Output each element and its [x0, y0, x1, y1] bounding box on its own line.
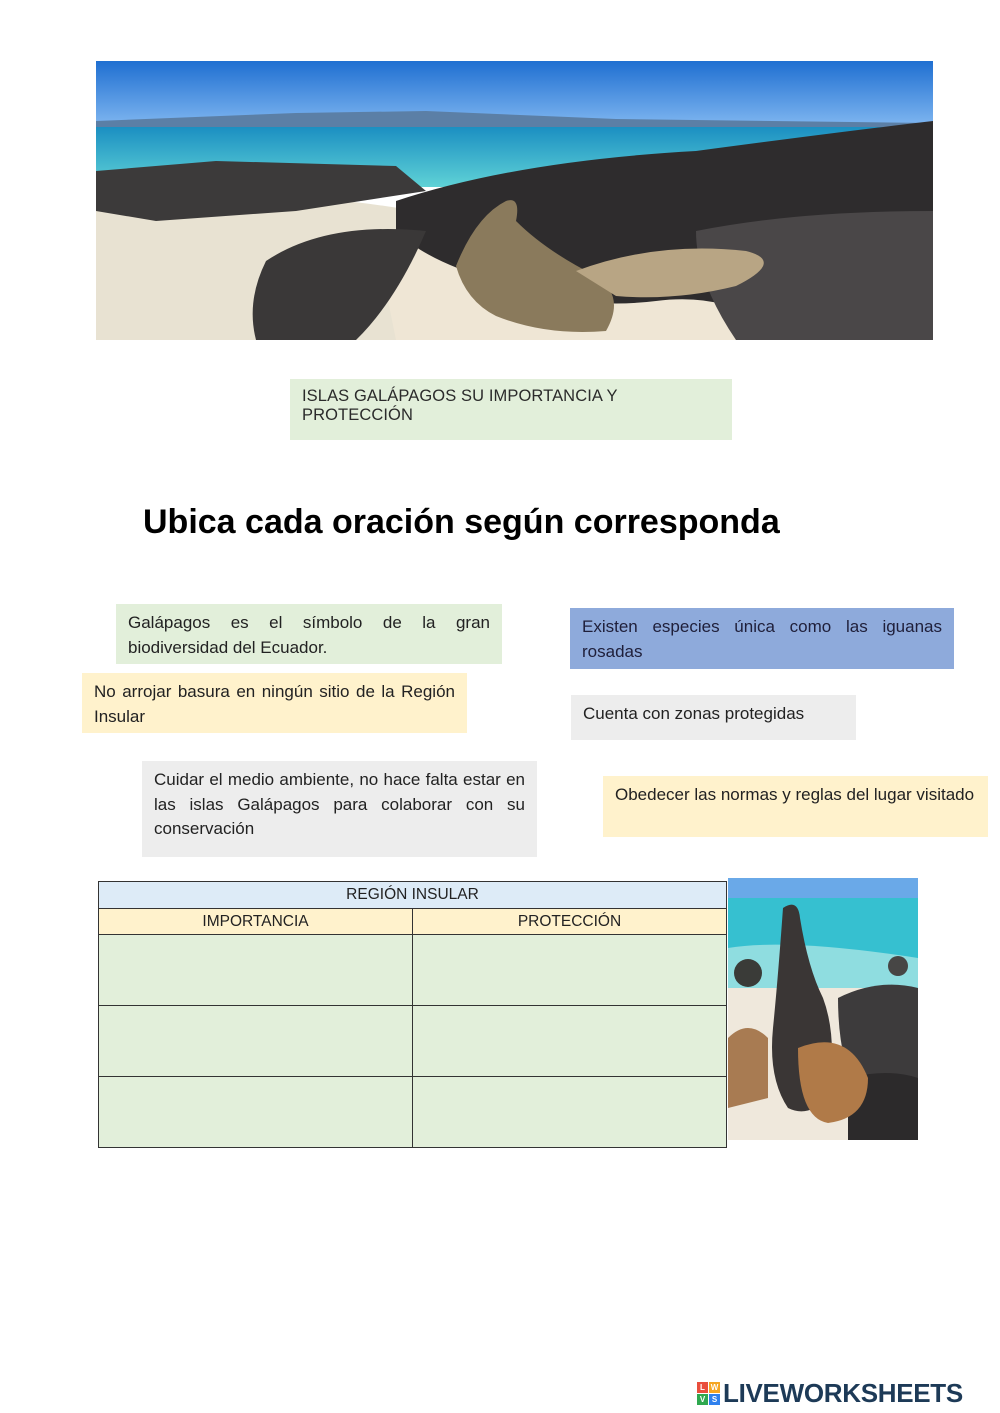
- logo-letter: L: [697, 1382, 708, 1393]
- sentence-card[interactable]: Obedecer las normas y reglas del lugar visitado: [603, 776, 988, 837]
- logo-letter: W: [710, 1382, 719, 1392]
- drop-zone-proteccion[interactable]: [413, 1077, 727, 1148]
- sentence-card[interactable]: Galápagos es el símbolo de la gran biodiversidad del Ecuador.: [116, 604, 502, 664]
- drop-zone-importancia[interactable]: [99, 1006, 413, 1077]
- liveworksheets-logo: [697, 1378, 997, 1408]
- sentence-card[interactable]: Cuidar el medio ambiente, no hace falta estar en las islas Galápagos para colaborar con su conservación: [142, 761, 537, 857]
- sentence-card[interactable]: Cuenta con zonas protegidas: [571, 695, 856, 740]
- column-header-importancia: IMPORTANCIA: [99, 909, 413, 935]
- instruction-heading: Ubica cada oración según corresponda: [143, 503, 780, 541]
- drop-zone-importancia[interactable]: [99, 1077, 413, 1148]
- drop-zone-proteccion[interactable]: [413, 935, 727, 1006]
- galapagos-beach-photo: [96, 61, 933, 340]
- drop-zone-proteccion[interactable]: [413, 1006, 727, 1077]
- sentence-card[interactable]: Existen especies única como las iguanas rosadas: [570, 608, 954, 669]
- brand-name: LIVEWORKSHEETS: [723, 1377, 963, 1408]
- logo-mark-icon: [697, 1382, 720, 1405]
- classification-table: [98, 881, 727, 1148]
- topic-title: ISLAS GALÁPAGOS SU IMPORTANCIA Y PROTECCIÓN: [302, 387, 618, 424]
- column-header-proteccion: PROTECCIÓN: [413, 909, 727, 935]
- drop-zone-importancia[interactable]: [99, 935, 413, 1006]
- topic-title-box: [290, 379, 732, 440]
- logo-letter: S: [709, 1394, 720, 1405]
- sea-lions-photo: [728, 878, 918, 1140]
- table-title: REGIÓN INSULAR: [99, 882, 727, 909]
- logo-letter: V: [697, 1394, 708, 1405]
- sentence-card[interactable]: No arrojar basura en ningún sitio de la Región Insular: [82, 673, 467, 733]
